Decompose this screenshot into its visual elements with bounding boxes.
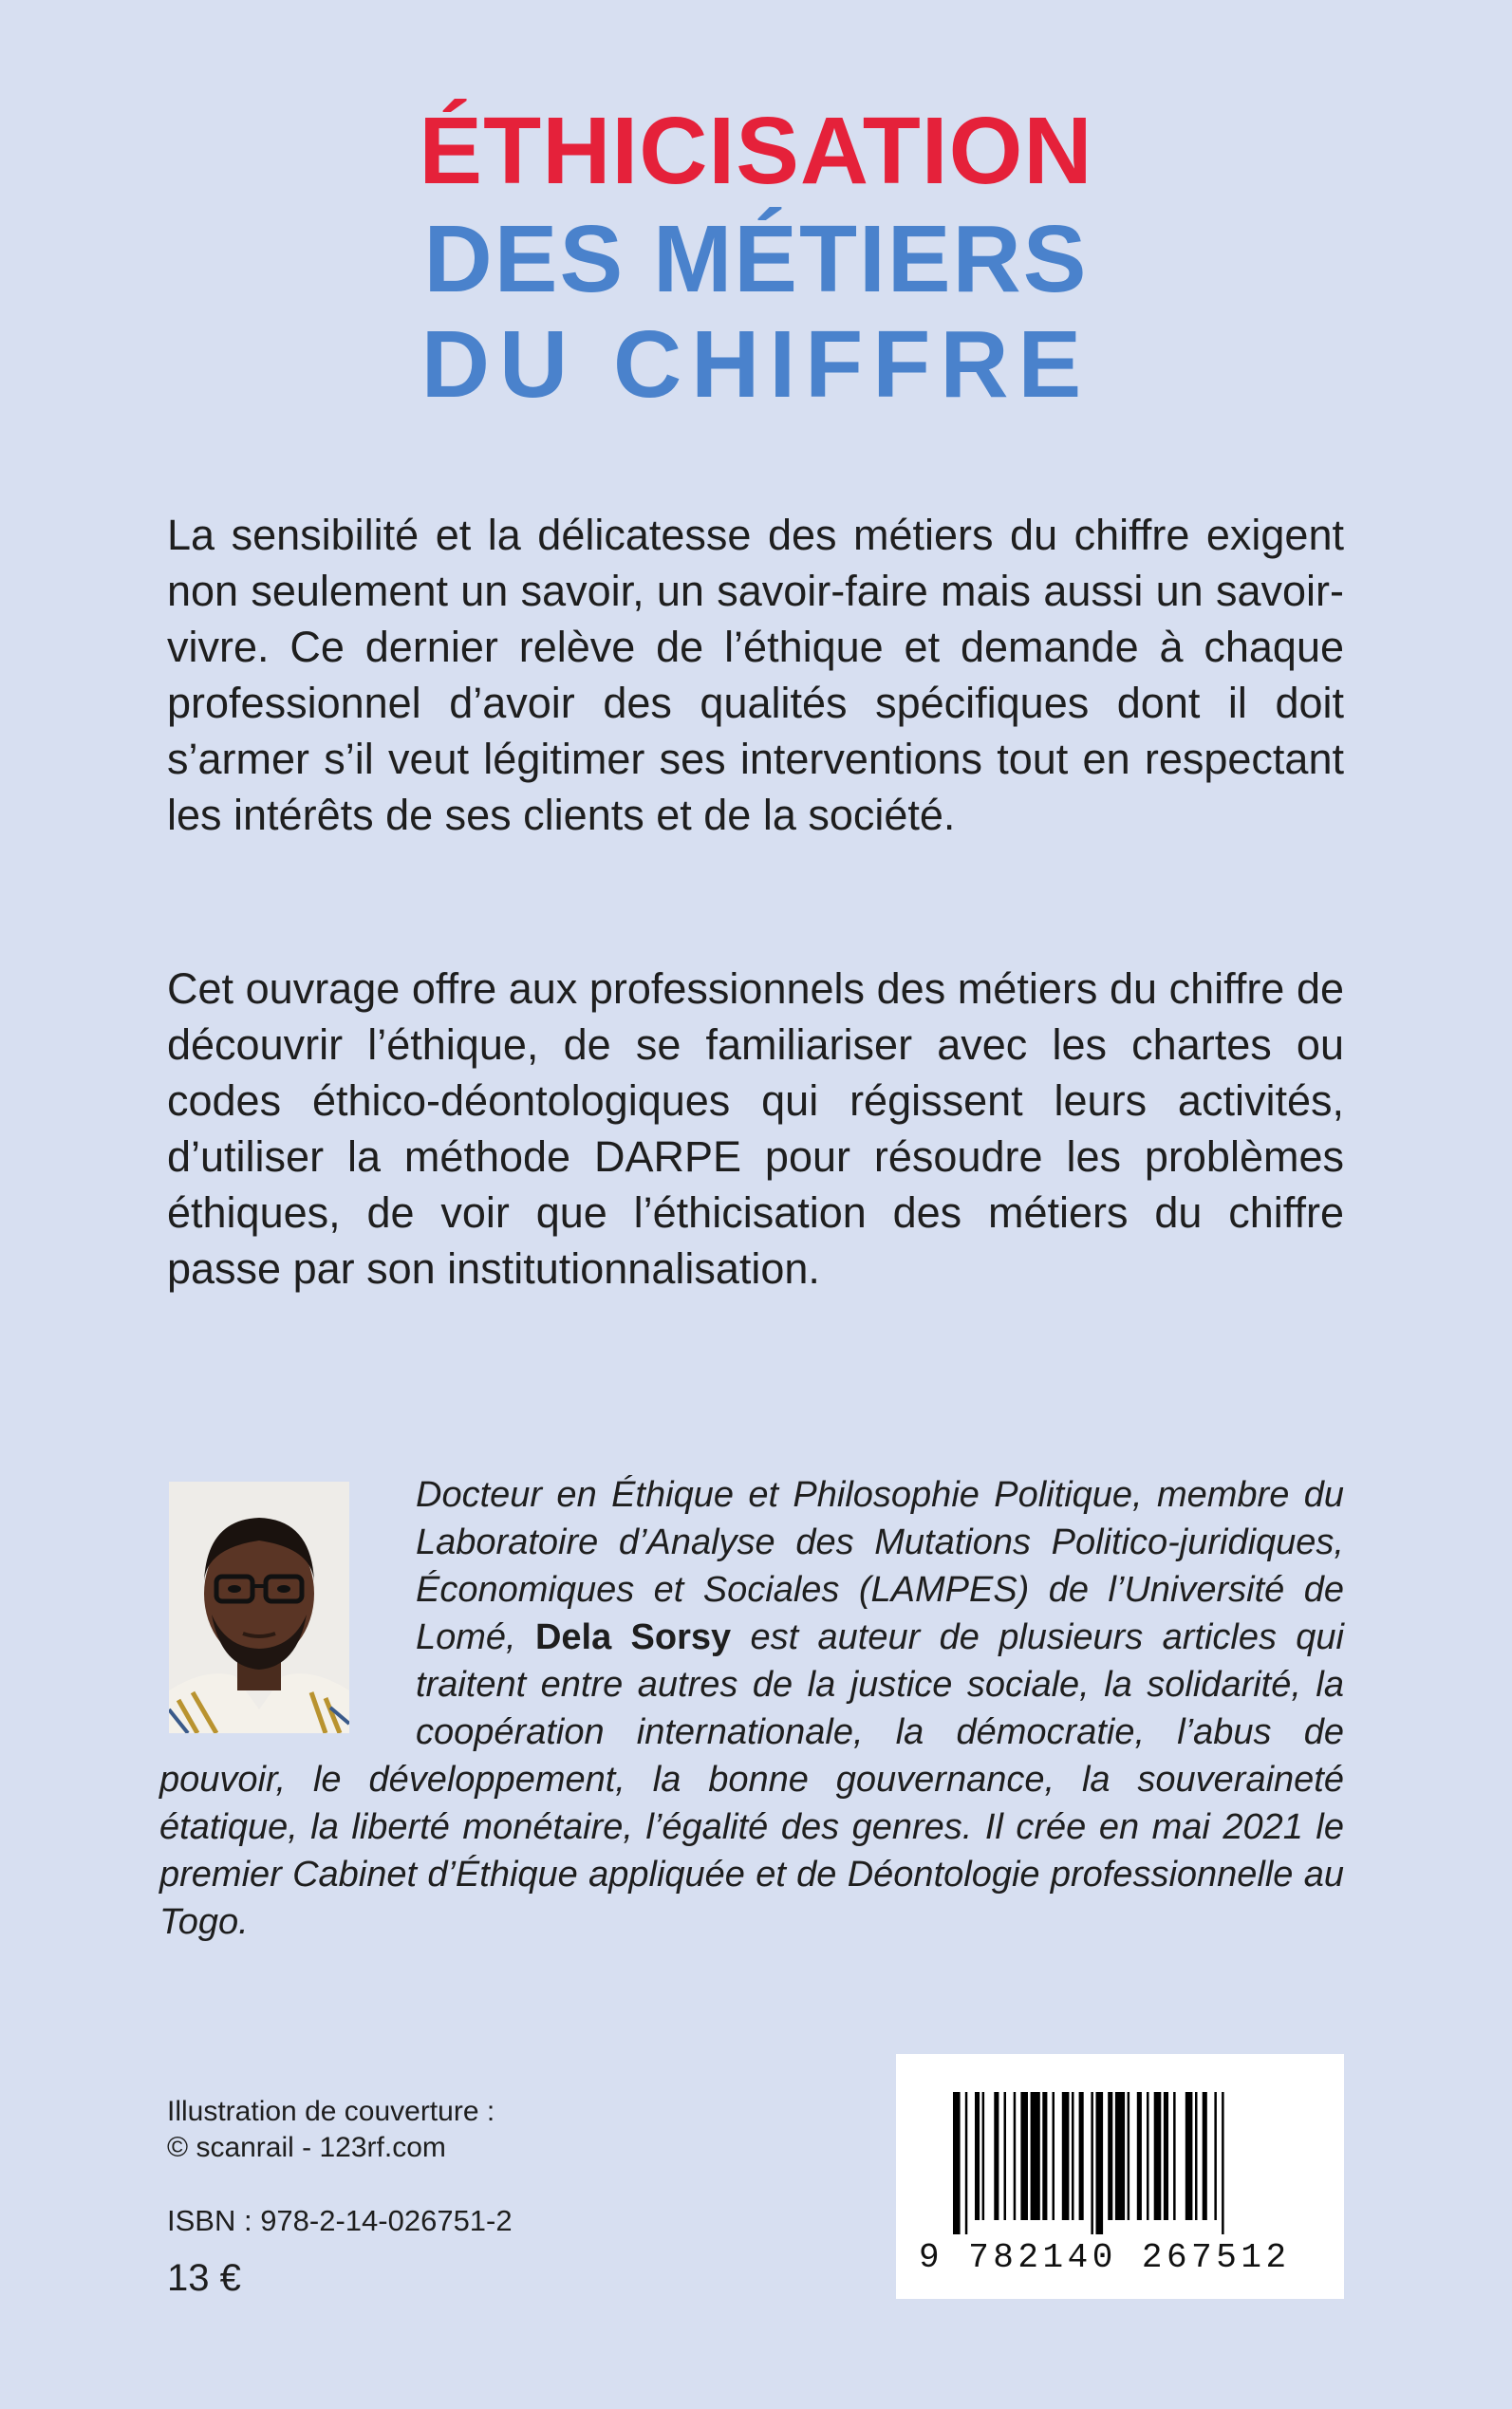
price: 13 € <box>167 2257 241 2299</box>
barcode-bar <box>1203 2092 1207 2220</box>
barcode-bar <box>1004 2092 1007 2220</box>
author-bio <box>159 1471 1344 1946</box>
barcode-bar <box>1115 2092 1125 2220</box>
credits-line-2: © scanrail - 123rf.com <box>167 2132 446 2163</box>
barcode-bar <box>1020 2092 1028 2220</box>
book-title <box>0 95 1512 418</box>
isbn: ISBN : 978-2-14-026751-2 <box>167 2204 513 2237</box>
title-line-3: DU CHIFFRE <box>420 311 1092 418</box>
barcode-bar <box>982 2092 985 2220</box>
barcode-bar <box>1079 2092 1084 2220</box>
barcode-bar <box>1154 2092 1162 2220</box>
summary-paragraph-2: Cet ouvrage offre aux professionnels des métiers du chiffre de découvrir l’éthique, de se familiariser avec les chartes ou codes éthico-déontologiques qui régissent leurs activités, d’utiliser la méthode DARPE pour résoudre les problèmes éthiques, de voir que l’éthicisation des métiers du chiffre passe par son institutionnalisation. <box>167 964 1344 1293</box>
barcode-bar <box>994 2092 999 2220</box>
summary-paragraph-1: La sensibilité et la délicatesse des métiers du chiffre exigent non seulement un savoir, un savoir-faire mais aussi un savoir-vivre. Ce dernier relève de l’éthique et demande à chaque professionnel d’avoir des qualités spécifiques dont il doit s’armer s’il veut légitimer ses interventions tout en respectant les intérêts de ses clients et de la société. <box>167 511 1344 839</box>
barcode-bar <box>975 2092 980 2220</box>
title-line-2: DES MÉTIERS <box>423 206 1089 312</box>
barcode-bar <box>1042 2092 1047 2220</box>
barcode-bar <box>1108 2092 1112 2220</box>
barcode-bar <box>1137 2092 1142 2220</box>
cover-credits <box>167 2094 495 2166</box>
barcode-bar <box>953 2092 961 2234</box>
barcode-bar <box>1185 2092 1193 2220</box>
bio-text-before: Docteur en Éthique et Philosophie Politique, membre du Laboratoire d’Analyse des Mutations Politico-juridiques, Économiques et Sociales (LAMPES) de l’Université de Lomé, <box>416 1475 1344 1657</box>
barcode-bar <box>1173 2092 1176 2220</box>
barcode-bar <box>1014 2092 1017 2220</box>
barcode-bar <box>965 2092 968 2234</box>
author-name: Dela Sorsy <box>534 1617 732 1657</box>
barcode-digits: 9 782140 267512 <box>919 2238 1291 2277</box>
barcode-bar <box>1214 2092 1217 2220</box>
title-line-1: ÉTHICISATION <box>419 98 1093 204</box>
barcode-bar <box>1195 2092 1198 2220</box>
barcode-bar <box>1147 2092 1149 2220</box>
barcode-bar <box>1053 2092 1055 2220</box>
credits-line-1: Illustration de couverture : <box>167 2096 495 2127</box>
barcode-bar <box>1096 2092 1104 2234</box>
barcode-bar <box>1072 2092 1074 2220</box>
barcode-icon <box>896 2054 1344 2244</box>
barcode-bar <box>1222 2092 1224 2234</box>
barcode-bar <box>1128 2092 1130 2220</box>
barcode-bar <box>1091 2092 1093 2234</box>
bio-text-after: est auteur de plusieurs articles qui traitent entre autres de la justice sociale, la solidarité, la coopération internationale, la démocratie, l’abus de pouvoir, le développement, la bonne gouvernance, la souveraineté étatique, la liberté monétaire, l’égalité des genres. Il crée en mai 2021 le premier Cabinet d’Éthique appliquée et de Déontologie professionnelle au Togo. <box>159 1617 1345 1942</box>
barcode-bar <box>1031 2092 1040 2220</box>
barcode-bar <box>1062 2092 1070 2220</box>
barcode-bar <box>1164 2092 1168 2220</box>
barcode <box>896 2054 1344 2299</box>
